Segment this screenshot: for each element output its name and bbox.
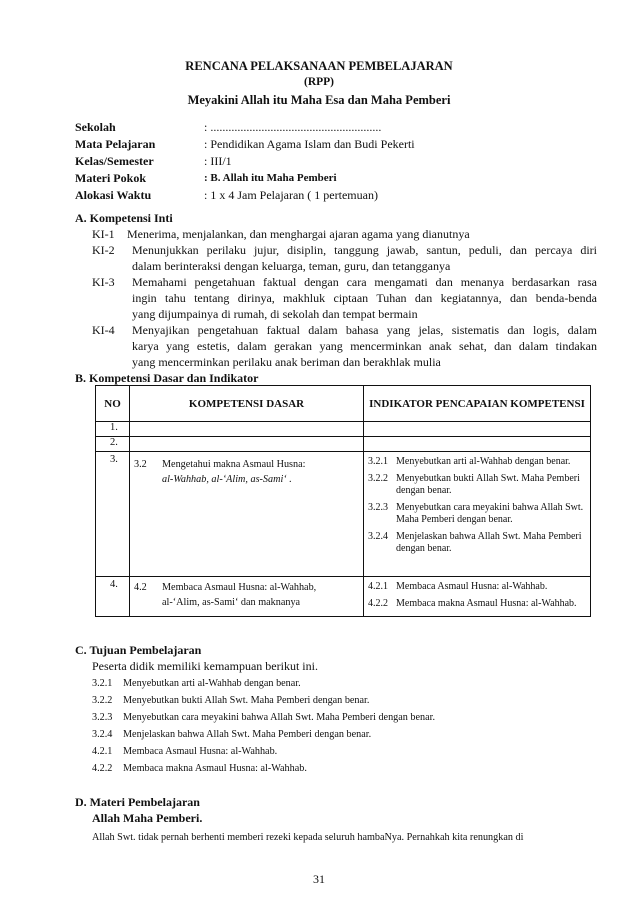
- header-kd: KOMPETENSI DASAR: [130, 386, 364, 422]
- objective-num: 3.2.4: [92, 729, 113, 740]
- objective-text: Menyebutkan arti al-Wahhab dengan benar.: [123, 678, 301, 689]
- row-kd: [130, 422, 364, 437]
- indicator-item: [364, 471, 590, 500]
- ki-code: KI-4: [92, 323, 115, 337]
- row-indicator: [364, 422, 591, 437]
- objective-text: Menyebutkan bukti Allah Swt. Maha Pemberi dengan benar.: [123, 695, 370, 706]
- kd-text: Membaca Asmaul Husna: al-Wahhab,: [162, 582, 317, 593]
- identity-label: Mata Pelajaran: [75, 137, 156, 151]
- indicator-text: Menjelaskan bahwa Allah Swt. Maha Pemberi dengan benar.: [396, 530, 582, 554]
- indicator-num: 4.2.2: [368, 597, 388, 609]
- ki-code: KI-3: [92, 275, 115, 289]
- identity-value: : 1 x 4 Jam Pelajaran ( 1 pertemuan): [204, 188, 378, 202]
- rpp-topic: Meyakini Allah itu Maha Esa dan Maha Pemberi: [187, 93, 451, 107]
- indicator-text: Menyebutkan cara meyakini bahwa Allah Swt. Maha Pemberi dengan benar.: [396, 501, 584, 525]
- indicator-num: 4.2.1: [368, 581, 388, 592]
- section-d-paragraph: Allah Swt. tidak pernah berhenti memberi rezeki kepada seluruh hambaNya. Pernahkah kita renungkan di: [92, 832, 524, 843]
- row-no: 3.: [96, 452, 130, 577]
- header-no: NO: [96, 386, 130, 422]
- objective-text: Membaca Asmaul Husna: al-Wahhab.: [123, 746, 278, 757]
- section-a-heading: A. Kompetensi Inti: [75, 211, 173, 225]
- indicator-item: [364, 452, 590, 471]
- indicator-item: [364, 596, 590, 613]
- identity-label: Kelas/Semester: [75, 154, 154, 168]
- row-indicator: [364, 577, 591, 617]
- objective-text: Membaca makna Asmaul Husna: al-Wahhab.: [123, 763, 307, 774]
- indicator-text: Membaca makna Asmaul Husna: al-Wahhab.: [396, 597, 577, 609]
- page-number: 31: [313, 872, 325, 886]
- indicator-num: 3.2.2: [368, 472, 388, 484]
- row-kd: [130, 452, 364, 577]
- indicator-item: [364, 577, 590, 596]
- section-c-heading: C. Tujuan Pembelajaran: [75, 643, 202, 657]
- identity-label: Alokasi Waktu: [75, 188, 152, 202]
- indicator-num: 3.2.1: [368, 456, 388, 467]
- kd-num: 4.2: [134, 582, 147, 593]
- section-c-intro: Peserta didik memiliki kemampuan berikut ini.: [92, 659, 318, 673]
- ki-text: yang dijumpainya di rumah, di sekolah dan tempat bermain: [132, 307, 418, 321]
- row-indicator: [364, 452, 591, 577]
- row-no: 4.: [96, 577, 130, 617]
- kd-text: al-Wahhab, al-‘Alim, as-Sami‘ .: [162, 474, 292, 485]
- ki-text: Menerima, menjalankan, dan menghargai ajaran agama yang dianutnya: [127, 227, 470, 241]
- identity-value: : III/1: [204, 154, 232, 168]
- rpp-title: RENCANA PELAKSANAAN PEMBELAJARAN: [185, 59, 453, 73]
- ki-text: karya yang estetis, dalam gerakan yang mencerminkan anak sehat, dan dalam tindakan: [132, 339, 597, 353]
- identity-label: Materi Pokok: [75, 171, 146, 185]
- rpp-subtitle: (RPP): [303, 76, 334, 88]
- ki-text: Menyajikan pengetahuan faktual dalam bahasa yang jelas, sistematis dan logis, dalam: [132, 323, 597, 337]
- ki-text: dalam berinteraksi dengan keluarga, teman, guru, dan tetangganya: [132, 259, 451, 273]
- identity-value: : .........................................................: [204, 120, 382, 134]
- indicator-num: 3.2.3: [368, 501, 388, 513]
- indicator-text: Menyebutkan bukti Allah Swt. Maha Pemberi dengan benar.: [396, 472, 580, 496]
- kd-num: 3.2: [134, 459, 147, 470]
- row-kd: [130, 437, 364, 452]
- ki-text: yang mencerminkan perilaku anak beriman dan berakhlak mulia: [132, 355, 441, 369]
- ki-text: Memahami pengetahuan faktual dengan cara mengamati dan menanya berdasarkan rasa: [132, 275, 597, 289]
- row-kd: [130, 577, 364, 617]
- objective-num: 3.2.3: [92, 712, 113, 723]
- indicator-item: [364, 500, 590, 529]
- section-d-heading: D. Materi Pembelajaran: [75, 795, 200, 809]
- row-indicator: [364, 437, 591, 452]
- indicator-text: Menyebutkan arti al-Wahhab dengan benar.: [396, 456, 571, 467]
- ki-code: KI-2: [92, 243, 115, 257]
- objective-text: Menyebutkan cara meyakini bahwa Allah Swt. Maha Pemberi dengan benar.: [123, 712, 436, 723]
- table-row: [96, 452, 591, 577]
- kd-indicator-table: [95, 385, 591, 617]
- section-d-subheading: Allah Maha Pemberi.: [92, 811, 203, 825]
- ki-text: ingin tahu tentang dirinya, makhluk ciptaan Tuhan dan kegiatannya, dan benda-benda: [132, 291, 597, 305]
- row-no: 2.: [96, 437, 130, 452]
- header-indicator: INDIKATOR PENCAPAIAN KOMPETENSI: [364, 386, 591, 422]
- indicator-text: Membaca Asmaul Husna: al-Wahhab.: [396, 581, 548, 592]
- identity-value: : B. Allah itu Maha Pemberi: [204, 172, 337, 184]
- objective-num: 3.2.1: [92, 678, 113, 689]
- objective-text: Menjelaskan bahwa Allah Swt. Maha Pemberi dengan benar.: [123, 729, 372, 740]
- ki-text: Menunjukkan perilaku jujur, disiplin, tanggung jawab, santun, peduli, dan percaya diri: [132, 243, 597, 257]
- ki-code: KI-1: [92, 227, 115, 241]
- row-no: 1.: [96, 422, 130, 437]
- objective-num: 4.2.2: [92, 763, 113, 774]
- objective-num: 3.2.2: [92, 695, 113, 706]
- indicator-num: 3.2.4: [368, 530, 388, 542]
- kd-text: al-‘Alim, as-Sami‘ dan maknanya: [162, 597, 301, 608]
- table-row: [96, 437, 591, 452]
- table-row: [96, 577, 591, 617]
- kd-text: Mengetahui makna Asmaul Husna:: [162, 459, 306, 470]
- table-header-row: [96, 386, 591, 422]
- section-b-heading: B. Kompetensi Dasar dan Indikator: [75, 371, 259, 385]
- identity-label: Sekolah: [75, 120, 116, 134]
- table-row: [96, 422, 591, 437]
- objective-num: 4.2.1: [92, 746, 113, 757]
- indicator-item: [364, 529, 590, 558]
- identity-value: : Pendidikan Agama Islam dan Budi Pekerti: [204, 137, 415, 151]
